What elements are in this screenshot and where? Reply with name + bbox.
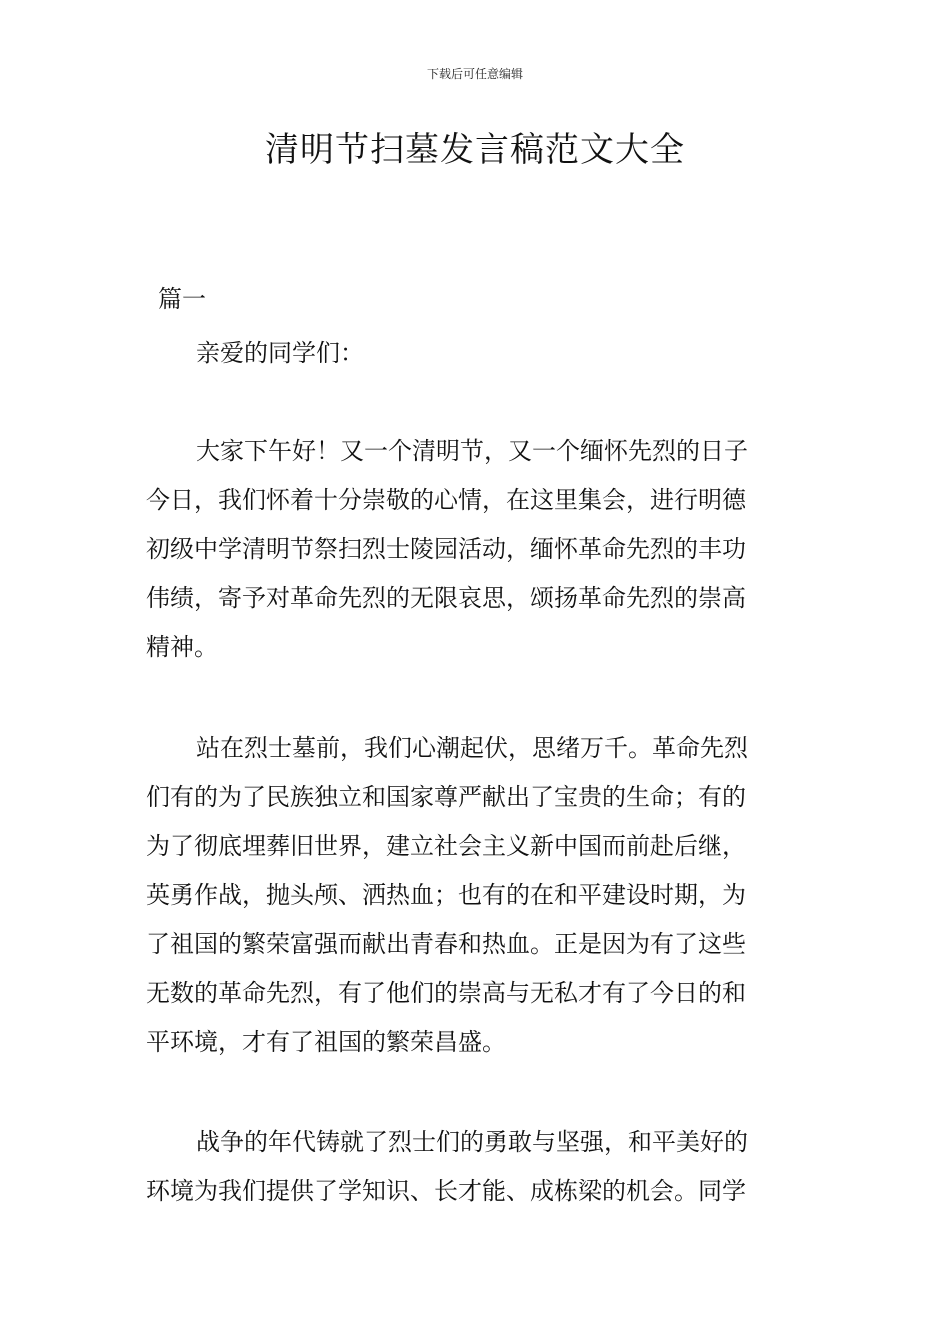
salutation: 亲爱的同学们： — [196, 339, 364, 367]
paragraph-line: 站在烈士墓前，我们心潮起伏，思绪万千。革命先烈 — [196, 734, 748, 762]
paragraph-line: 今日，我们怀着十分崇敬的心情，在这里集会，进行明德 — [146, 486, 746, 514]
section-label: 篇一 — [158, 285, 206, 313]
paragraph-1 — [146, 427, 806, 672]
paragraph-line: 英勇作战，抛头颅、洒热血；也有的在和平建设时期，为 — [146, 881, 746, 909]
paragraph-line: 精神。 — [146, 633, 218, 661]
document-title: 清明节扫墓发言稿范文大全 — [265, 130, 685, 170]
paragraph-line: 战争的年代铸就了烈士们的勇敢与坚强，和平美好的 — [196, 1128, 748, 1156]
header-note: 下载后可任意编辑 — [426, 67, 523, 81]
paragraph-line: 环境为我们提供了学知识、长才能、成栋梁的机会。同学 — [146, 1177, 746, 1205]
paragraph-2 — [146, 724, 806, 1067]
paragraph-line: 了祖国的繁荣富强而献出青春和热血。正是因为有了这些 — [146, 930, 746, 958]
paragraph-line: 平环境，才有了祖国的繁荣昌盛。 — [146, 1028, 506, 1056]
paragraph-line: 为了彻底埋葬旧世界，建立社会主义新中国而前赴后继， — [146, 832, 746, 860]
paragraph-line: 初级中学清明节祭扫烈士陵园活动，缅怀革命先烈的丰功 — [146, 535, 746, 563]
paragraph-3 — [146, 1118, 806, 1216]
paragraph-line: 无数的革命先烈，有了他们的崇高与无私才有了今日的和 — [146, 979, 746, 1007]
paragraph-line: 大家下午好！又一个清明节，又一个缅怀先烈的日子 — [196, 437, 748, 465]
paragraph-line: 伟绩，寄予对革命先烈的无限哀思，颂扬革命先烈的崇高 — [146, 584, 746, 612]
paragraph-line: 们有的为了民族独立和国家尊严献出了宝贵的生命；有的 — [146, 783, 746, 811]
